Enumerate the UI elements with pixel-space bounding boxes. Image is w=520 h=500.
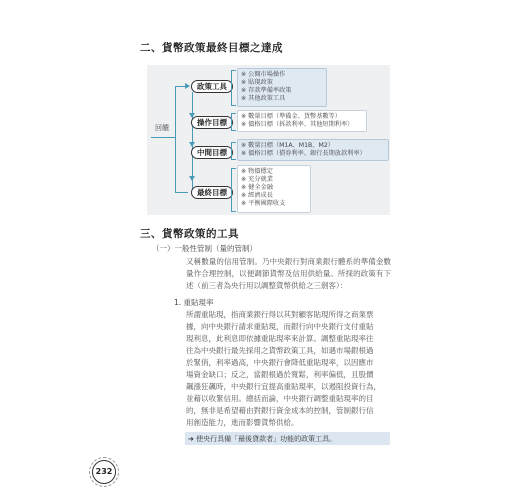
policy-tools-list: ※ 公開市場操作 ※ 貼現政策 ※ 存款準備率政策 ※ 其他政策工具 xyxy=(237,68,327,107)
stage-final-target: 最終目標 xyxy=(191,186,233,199)
section-3-title: 三、貨幣政策的工具 xyxy=(140,228,239,240)
intermediate-target-list: ※ 數量目標（M1A、M1B、M2） ※ 價格目標（債券利率、銀行長期放款利率） xyxy=(237,139,389,161)
subsection-title: （一）一般性管制（量的管制） xyxy=(152,244,257,253)
page-number: 232 xyxy=(92,460,116,484)
brace xyxy=(231,70,236,106)
operating-target-list: ※ 數量目標（準備金、貨幣基數等） ※ 價格目標（拆款利率、其他短期利率） xyxy=(237,110,367,132)
note-text: ➜ 使央行具備「最後貸款者」功能的政策工具。 xyxy=(188,435,337,443)
final-target-list: ※ 物價穩定 ※ 充分就業 ※ 健全金融 ※ 經濟成長 ※ 平衡國際收支 xyxy=(237,165,311,213)
arrow-down-icon xyxy=(189,176,195,181)
policy-diagram xyxy=(147,65,390,215)
brace xyxy=(231,142,236,160)
arrow-right-icon xyxy=(185,83,190,89)
feedback-label: 回饋 xyxy=(155,124,169,132)
brace xyxy=(231,168,236,212)
stage-policy-tools: 政策工具 xyxy=(191,80,233,93)
stage-operating-target: 操作目標 xyxy=(191,116,233,129)
intro-paragraph: 又稱數量的信用管制。乃中央銀行對商業銀行體系的準備金數量作合理控制，以便調節貨幣及信用供給量。所採的政策有下述（前三者為央行用以調整貨幣供給之三劍客）： xyxy=(186,257,391,290)
section-2-title: 二、貨幣政策最終目標之達成 xyxy=(140,42,283,54)
brace xyxy=(231,113,236,131)
stage-intermediate-target: 中間目標 xyxy=(191,146,233,159)
feedback-line-bottom xyxy=(175,192,188,193)
item-1-title: 1. 重貼現率 xyxy=(174,298,214,307)
feedback-line-left xyxy=(151,137,175,138)
feedback-line-vertical xyxy=(175,86,176,193)
